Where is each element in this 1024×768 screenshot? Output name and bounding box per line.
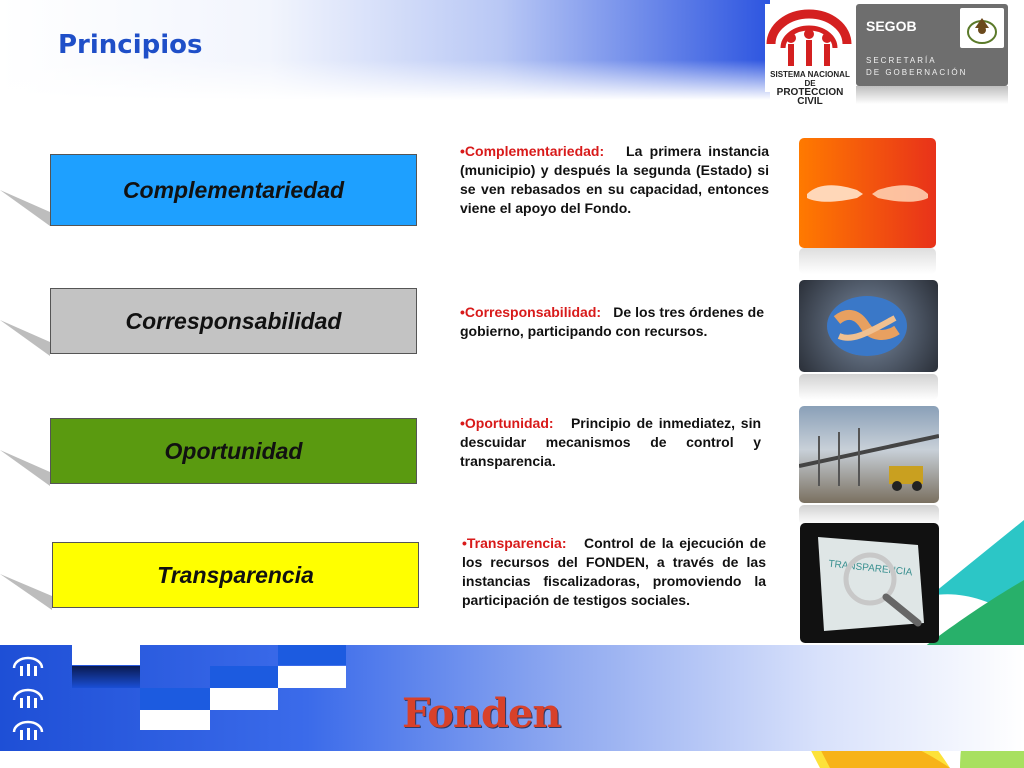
fonden-logo-text: Fonden	[402, 690, 561, 737]
footer-block	[278, 666, 346, 688]
principle-text: La primera instancia (municipio) y después la segunda (Estado) si se ven rebasados en su capacidad, entonces viene el apoyo del Fondo.	[460, 143, 769, 216]
principle-description-corresponsabilidad	[460, 303, 764, 341]
construction-crane-icon	[799, 406, 939, 503]
transparencia-word: TRANSPARENCIA	[827, 558, 913, 579]
principle-box-transparencia	[52, 542, 419, 608]
principle-term: •Corresponsabilidad:	[460, 304, 602, 320]
footer-block	[140, 710, 210, 730]
principle-label: Oportunidad	[164, 437, 303, 464]
header-fade	[0, 60, 770, 100]
magnifier-transparencia-image	[800, 523, 939, 643]
footer-block	[210, 688, 278, 710]
hands-reaching-image	[799, 138, 936, 248]
segob-logo	[856, 4, 1008, 86]
magnifying-glass-icon	[800, 523, 939, 643]
reconstruction-site-image	[799, 406, 939, 503]
box-wedge-3	[0, 450, 50, 486]
principle-text: Principio de inmediatez, sin descuidar mecanismos de control y transparencia.	[460, 415, 762, 469]
principle-label: Complementariedad	[122, 176, 345, 203]
hands-icon	[799, 138, 936, 248]
footer-block	[72, 666, 140, 688]
globe-hands-icon	[799, 280, 938, 372]
footer-proteccion-civil-icons	[10, 654, 46, 744]
segob-name: SEGOB	[866, 18, 917, 34]
principle-description-oportunidad	[460, 414, 761, 471]
segob-line1: SECRETARÍA	[866, 56, 937, 65]
proteccion-civil-line1: SISTEMA NACIONAL DE	[770, 70, 850, 88]
principle-term: •Oportunidad:	[460, 415, 554, 431]
segob-logo-reflection	[856, 86, 1008, 104]
footer-block	[72, 645, 140, 665]
principle-label: Transparencia	[157, 561, 314, 588]
principle-box-corresponsabilidad	[50, 288, 417, 354]
photo-reflection	[799, 374, 938, 400]
box-wedge-1	[0, 190, 50, 226]
principle-description-transparencia	[462, 534, 766, 610]
box-wedge-4	[0, 574, 52, 610]
principle-text: De los tres órdenes de gobierno, participando con recursos.	[460, 304, 765, 339]
principle-term: •Transparencia:	[462, 535, 567, 551]
proteccion-civil-caption	[765, 70, 855, 106]
principle-text: Control de la ejecución de los recursos del FONDEN, a través de las instancias fiscalizadoras, promoviendo la participación de testigos sociales.	[462, 535, 766, 608]
mexico-eagle-seal-icon	[960, 8, 1004, 48]
footer-block	[140, 688, 210, 710]
slide-title: Principios	[58, 30, 203, 60]
clasped-hands-globe-image	[799, 280, 938, 372]
principle-box-oportunidad	[50, 418, 417, 484]
proteccion-civil-emblem-icon	[765, 4, 853, 70]
footer-block	[278, 645, 346, 665]
principle-description-complementariedad	[460, 142, 769, 218]
footer-block	[210, 666, 278, 688]
principle-term: •Complementariedad:	[460, 143, 605, 159]
segob-line2: DE GOBERNACIÓN	[866, 68, 968, 77]
proteccion-civil-line2: PROTECCION CIVIL	[776, 87, 844, 107]
principle-label: Corresponsabilidad	[125, 307, 342, 334]
fonden-logo	[402, 690, 560, 737]
principle-box-complementariedad	[50, 154, 417, 226]
photo-reflection	[799, 248, 936, 274]
box-wedge-2	[0, 320, 50, 356]
